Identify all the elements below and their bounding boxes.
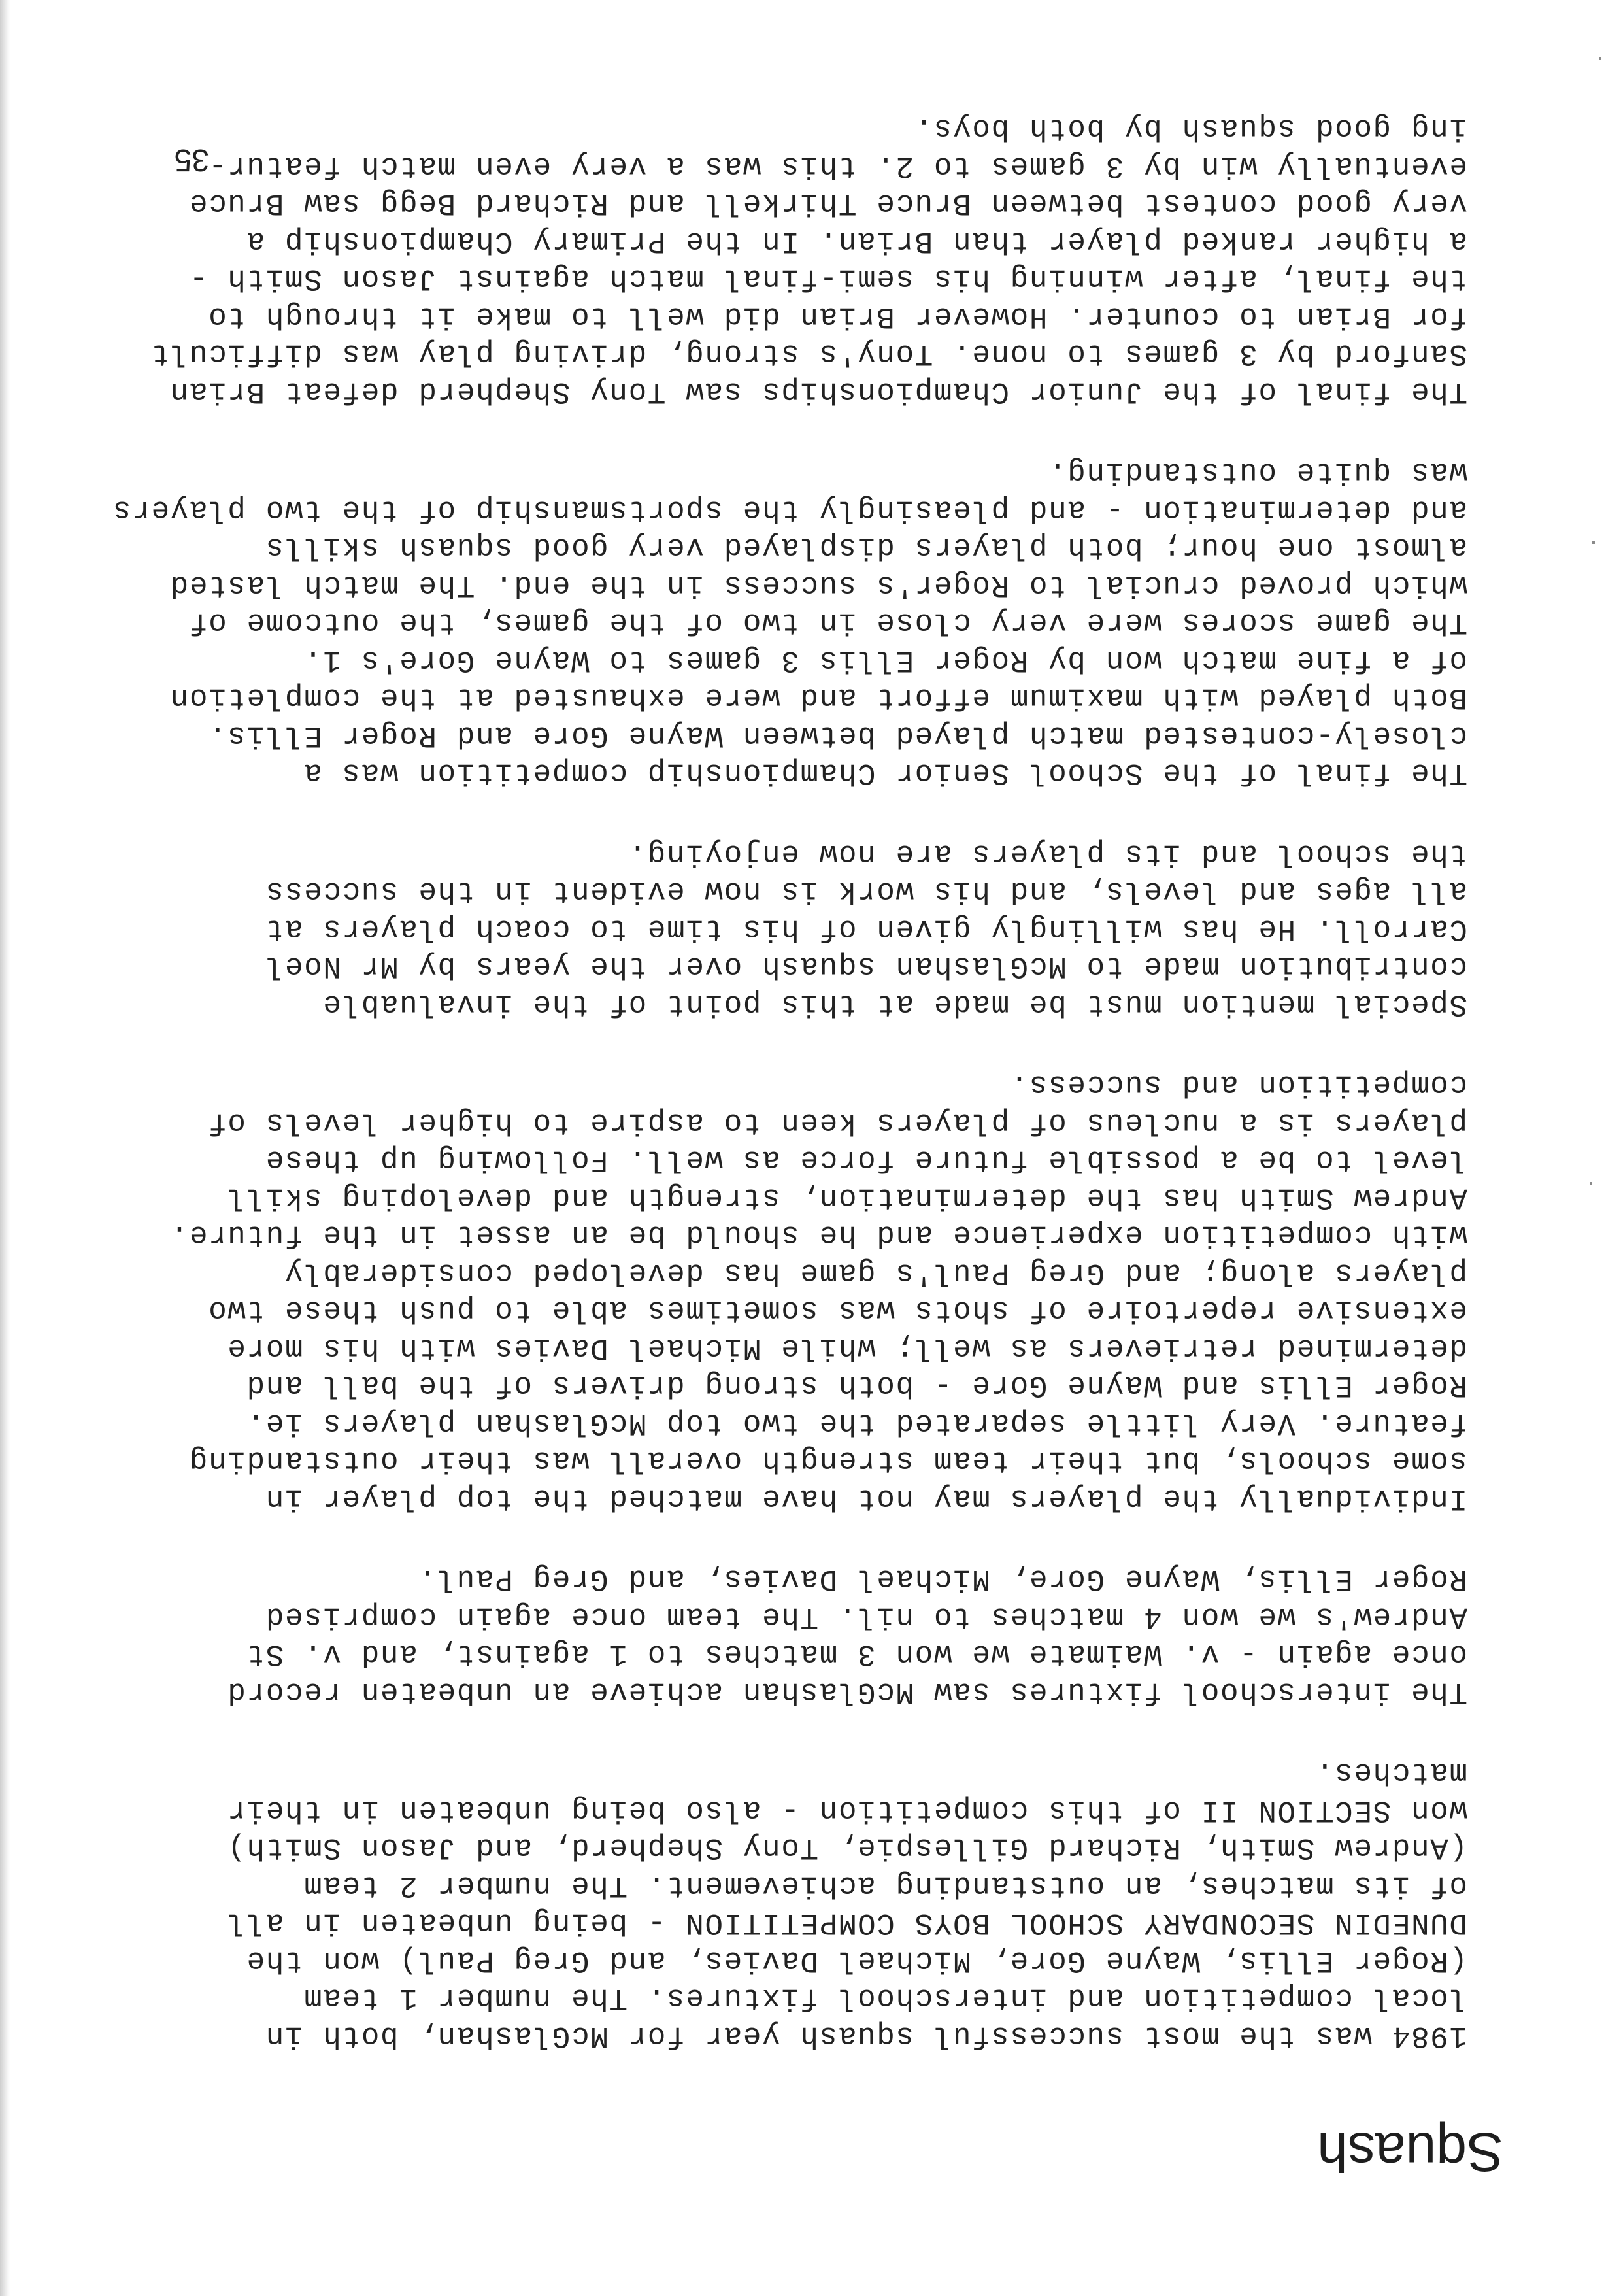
text-line: won SECTION II of this competition - also being unbeaten in their <box>226 1793 1467 1827</box>
text-line: DUNEDIN SECONDARY SCHOOL BOYS COMPETITION - being unbeaten in all <box>226 1906 1467 1940</box>
text-line: once again - v. Waimate we won 3 matches to 1 against, and v. St <box>245 1637 1467 1672</box>
text-line: The interschool fixtures saw McGlashan achieve an unbeaten record <box>226 1675 1467 1709</box>
text-line: with competition experience and he should be an asset in the future. <box>169 1218 1467 1253</box>
page-heading: Squash <box>1317 2121 1503 2183</box>
text-line: closely-contested match played between Wayne Gore and Roger Ellis. <box>207 718 1467 752</box>
text-line: determined retrievers as well; while Michael Davies with his more <box>226 1331 1467 1365</box>
paragraph-individual-players <box>56 1066 1467 1517</box>
paragraph-special-mention <box>56 835 1467 1023</box>
text-line: matches. <box>1314 1755 1467 1790</box>
article-body <box>56 66 1467 2054</box>
text-line: ing good squash by both boys. <box>914 111 1467 146</box>
text-line: competition and success. <box>1009 1068 1467 1102</box>
text-line: Both played with maximum effort and were exhausted at the completion <box>169 681 1467 715</box>
page-binding-edge <box>0 0 10 2296</box>
text-line: a higher ranked player than Brian. In the Primary Championship a <box>245 224 1467 258</box>
text-line: contribution made to McGlashan squash over the years by Mr Noel <box>265 949 1467 984</box>
text-line: almost one hour; both players displayed very good squash skills <box>265 530 1467 565</box>
text-line: the final, after winning his semi-final match against Jason Smith - <box>188 262 1467 296</box>
text-line: level to be a possible future force as well. Following up these <box>265 1143 1467 1177</box>
text-line: eventually win by 3 games to 2. this was a very even match featur- <box>207 149 1467 183</box>
text-line: Sanford by 3 games to none. Tony's strong, driving play was difficult <box>150 337 1467 371</box>
page-number: 35 <box>174 143 209 177</box>
text-line: 1984 was the most successful squash year for McGlashan, both in <box>265 2019 1467 2053</box>
text-line: Roger Ellis and Wayne Gore - both strong drivers of the ball and <box>245 1368 1467 1403</box>
text-line: The final of the Junior Championships saw Tony Shepherd defeat Brian <box>169 375 1467 409</box>
text-line: Roger Ellis, Wayne Gore, Michael Davies, and Greg Paul. <box>417 1562 1467 1596</box>
scan-speck <box>1599 57 1601 60</box>
text-line: players is a nucleus of players keen to aspire to higher levels of <box>207 1106 1467 1140</box>
paragraph-junior-championship <box>56 109 1467 410</box>
text-line: extensive repertoire of shots was sometimes able to push these two <box>207 1293 1467 1328</box>
text-line: the school and its players are now enjoying. <box>627 837 1467 871</box>
text-line: (Roger Ellis, Wayne Gore, Michael Davies, and Greg Paul) won the <box>245 1944 1467 1978</box>
paragraph-senior-championship <box>56 453 1467 792</box>
scan-speck <box>1592 541 1595 544</box>
text-line: was quite outstanding. <box>1047 455 1467 490</box>
text-line: Carroll. He has willingly given of his time to coach players at <box>265 912 1467 946</box>
text-line: Individually the players may not have matched the top player in <box>265 1481 1467 1515</box>
text-line: some schools, but their team strength overall was their outstanding <box>188 1443 1467 1478</box>
text-line: The game scores were very close in two of the games, the outcome of <box>188 605 1467 640</box>
text-line: feature. Very little separated the two top McGlashan players ie. <box>245 1406 1467 1440</box>
text-line: local competition and interschool fixtures. The number 1 team <box>303 1981 1467 2016</box>
paragraph-season-summary <box>56 1753 1467 2054</box>
scan-speck <box>1590 1182 1592 1185</box>
text-line: The final of the School Senior Championship competition was a <box>303 756 1467 790</box>
text-line: Special mention must be made at this point of the invaluable <box>322 987 1467 1021</box>
text-line: (Andrew Smith, Richard Gillespie, Tony Shepherd, and Jason Smith) <box>226 1831 1467 1865</box>
text-line: for Brian to counter. However Brian did well to make it through to <box>207 299 1467 333</box>
text-line: of its matches, an outstanding achievement. The number 2 team <box>303 1868 1467 1902</box>
text-line: which proved crucial to Roger's success in the end. The match lasted <box>169 568 1467 602</box>
text-line: players along; and Greg Paul's game has developed considerably <box>284 1256 1467 1290</box>
text-line: very good contest between Bruce Thirkell and Richard Begg saw Bruce <box>188 186 1467 221</box>
text-line: Andrew's we won 4 matches to nil. The team once again comprised <box>265 1600 1467 1634</box>
text-line: Andrew Smith has the determination, strength and developing skill <box>226 1181 1467 1215</box>
text-line: and determination - and pleasingly the sportsmanship of the two players <box>112 493 1467 527</box>
text-line: of a fine match won by Roger Ellis 3 games to Wayne Gore's 1. <box>303 643 1467 677</box>
paragraph-interschool-fixtures <box>56 1560 1467 1710</box>
text-line: all ages and levels, and his work is now evident in the success <box>265 874 1467 909</box>
